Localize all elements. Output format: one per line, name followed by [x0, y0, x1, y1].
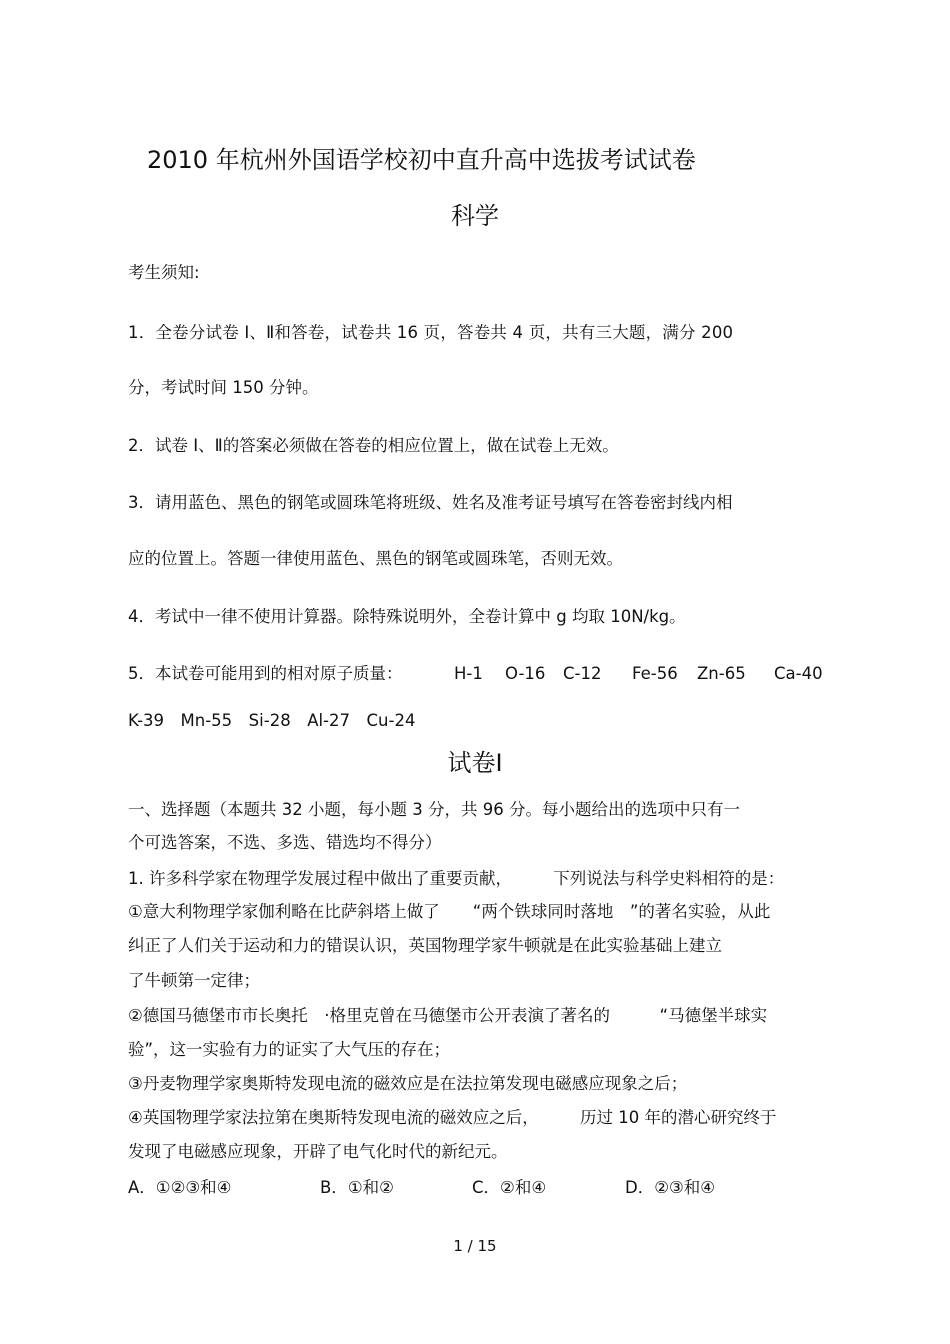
page-number: 1 / 15: [453, 1237, 497, 1255]
q1-line-1: 1. 许多科学家在物理学发展过程中做出了重要贡献， 下列说法与科学史料相符的是：: [128, 869, 785, 888]
notice-line-6: 4．考试中一律不使用计算器。除特殊说明外，全卷计算中 g 均取 10N/kg。: [128, 607, 686, 626]
q1-option-d: D．②③和④: [625, 1178, 716, 1197]
q1-option-c: C．②和④: [472, 1178, 547, 1197]
notice-line-5: 应的位置上。答题一律使用蓝色、黑色的钢笔或圆珠笔，否则无效。: [128, 549, 623, 568]
q1-line-4: 了牛顿第一定律；: [128, 971, 260, 990]
q1-line-2: ①意大利物理学家伽利略在比萨斜塔上做了 “两个铁球同时落地 ”的著名实验，从此: [128, 902, 771, 921]
subject-title: 科学: [451, 202, 499, 230]
q1-option-a: A．①②③和④: [128, 1178, 232, 1197]
notice-line-1: 1．全卷分试卷 Ⅰ、Ⅱ和答卷，试卷共 16 页，答卷共 4 页，共有三大题，满分 200: [128, 323, 734, 342]
notice-line-2: 分，考试时间 150 分钟。: [128, 378, 319, 397]
exam-title: 2010 年杭州外国语学校初中直升高中选拔考试试卷: [147, 146, 696, 174]
notice-line-4: 3．请用蓝色、黑色的钢笔或圆珠笔将班级、姓名及准考证号填写在答卷密封线内相: [128, 493, 733, 512]
q1-line-8: ④英国物理学家法拉第在奥斯特发现电流的磁效应之后， 历过 10 年的潜心研究终于: [128, 1108, 777, 1127]
q1-line-7: ③丹麦物理学家奥斯特发现电流的磁效应是在法拉第发现电磁感应现象之后；: [128, 1074, 688, 1093]
notice-line-3: 2．试卷 Ⅰ、Ⅱ的答案必须做在答卷的相应位置上，做在试卷上无效。: [128, 436, 619, 455]
section-title: 试卷Ⅰ: [447, 749, 503, 777]
notice-heading: 考生须知:: [128, 263, 200, 282]
atomic-mass-ca: Ca-40: [774, 664, 823, 683]
part1-intro-line-1: 一、选择题（本题共 32 小题，每小题 3 分，共 96 分。每小题给出的选项中只有一: [128, 800, 740, 819]
atomic-mass-zn: Zn-65: [697, 664, 746, 683]
q1-line-3: 纠正了人们关于运动和力的错误认识，英国物理学家牛顿就是在此实验基础上建立: [128, 936, 722, 955]
notice-line-8: K-39 Mn-55 Si-28 Al-27 Cu-24: [128, 711, 416, 730]
atomic-mass-h: H-1: [454, 664, 483, 683]
q1-option-b: B．①和②: [320, 1178, 394, 1197]
q1-line-9: 发现了电磁感应现象，开辟了电气化时代的新纪元。: [128, 1142, 508, 1161]
part1-intro-line-2: 个可选答案，不选、多选、错选均不得分）: [128, 833, 442, 852]
atomic-mass-o: O-16: [505, 664, 546, 683]
q1-line-6: 验”，这一实验有力的证实了大气压的存在；: [128, 1040, 451, 1059]
q1-line-5: ②德国马德堡市市长奥托 ·格里克曾在马德堡市公开表演了著名的 “马德堡半球实: [128, 1006, 768, 1025]
atomic-mass-fe: Fe-56: [632, 664, 678, 683]
atomic-mass-c: C-12: [563, 664, 602, 683]
notice-line-7: 5．本试卷可能用到的相对原子质量：: [128, 664, 403, 683]
